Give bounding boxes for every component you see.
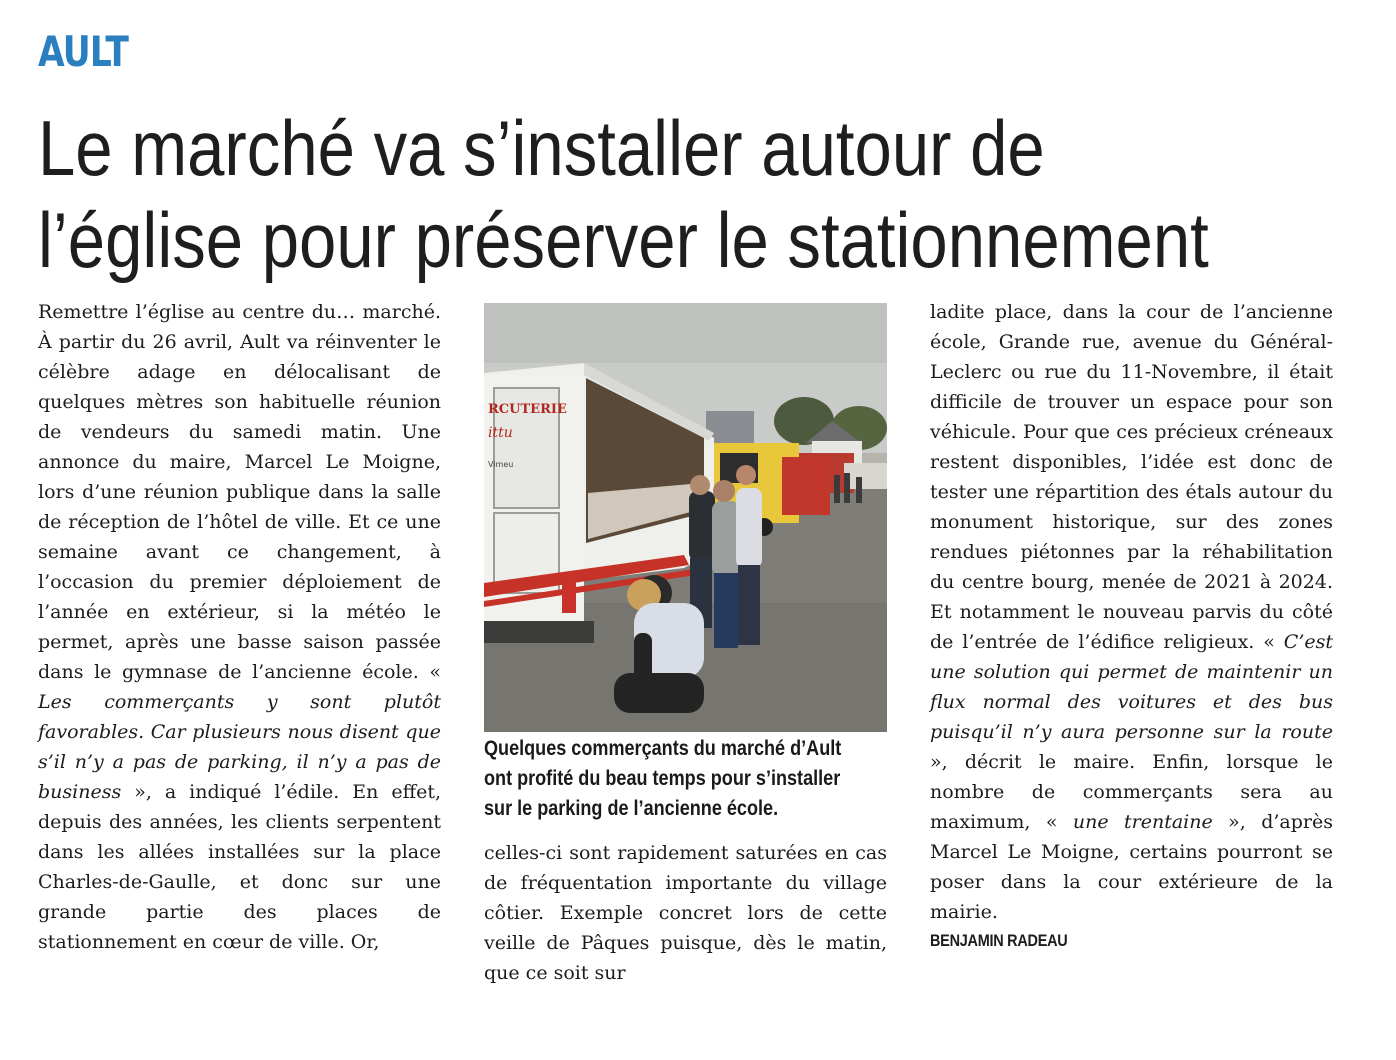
truck-sign-line-1: RCUTERIE	[488, 402, 567, 417]
photo-caption: Quelques commerçants du marché d’Ault ont profité du beau temps pour s’installer sur le parking de l’ancienne école.	[484, 737, 842, 820]
truck-sign-line-2: ittu	[488, 425, 513, 441]
article-column-3	[930, 297, 1333, 955]
column-1-text-b: », a indiqué l’édile. En effet, depuis des années, les clients serpentent dans les allées installées sur la place Charles-de-Gaulle, et donc sur une grande partie des places de stationnement en cœur de ville. Or,	[38, 781, 441, 953]
column-3-quote-b: une trentaine	[1072, 811, 1213, 833]
column-1-text-a: Remettre l’église au centre du… marché. À partir du 26 avril, Ault va réinventer le célèbre adage en délocalisant de quelques mètres son habituelle réunion de vendeurs du samedi matin. Une annonce du maire, Marcel Le Moigne, lors d’une réunion publique dans la salle de réception de l’hôtel de ville. Et ce une semaine avant ce changement, à l’occasion du premier déploiement de l’année en extérieur, si la météo le permet, après une basse saison passée dans le gymnase de l’ancienne école. «	[38, 301, 441, 683]
column-3-text-b: », décrit le maire. Enfin, lorsque le nombre de commerçants sera au maximum, «	[930, 751, 1333, 833]
headline-line-1: Le marché va s’installer autour de	[38, 104, 1045, 192]
headline-line-2: l’église pour préserver le stationnement	[38, 196, 1209, 284]
market-photo	[484, 303, 887, 732]
column-3-quote-a: C’est une solution qui permet de maintenir un flux normal des voitures et des bus puisqu’il n’y aura personne sur la route	[930, 631, 1333, 743]
headline	[38, 102, 1242, 286]
column-3-text-a: ladite place, dans la cour de l’ancienne école, Grande rue, avenue du Général-Leclerc ou rue du 11-Novembre, il était difficile de trouver un espace pour son véhicule. Pour que ces précieux créneaux restent disponibles, l’idée est donc de tester une répartition des étals autour du monument historique, sur des zones rendues piétonnes par la réhabilitation du centre bourg, menée de 2021 à 2024. Et notamment le nouveau parvis du côté de l’entrée de l’édifice religieux. «	[930, 301, 1333, 653]
column-3-text-c: », d’après Marcel Le Moigne, certains pourront se poser dans la cour extérieure de la mairie.	[930, 811, 1334, 923]
column-3-paragraph	[930, 297, 1333, 927]
truck-sign-line-3: Vimeu	[488, 460, 514, 469]
article-column-2	[484, 838, 887, 988]
byline: BENJAMIN RADEAU	[930, 931, 1068, 950]
article-column-1	[38, 297, 441, 957]
column-1-quote: Les commerçants y sont plutôt favorables. Car plusieurs nous disent que s’il n’y a pas de parking, il n’y a pas de business	[38, 691, 441, 803]
column-2-paragraph: celles-ci sont rapidement saturées en cas de fréquentation importante du village côtier. Exemple concret lors de cette veille de Pâques puisque, dès le matin, que ce soit sur	[484, 842, 887, 984]
column-1-paragraph	[38, 297, 441, 957]
section-kicker: AULT	[38, 27, 129, 76]
